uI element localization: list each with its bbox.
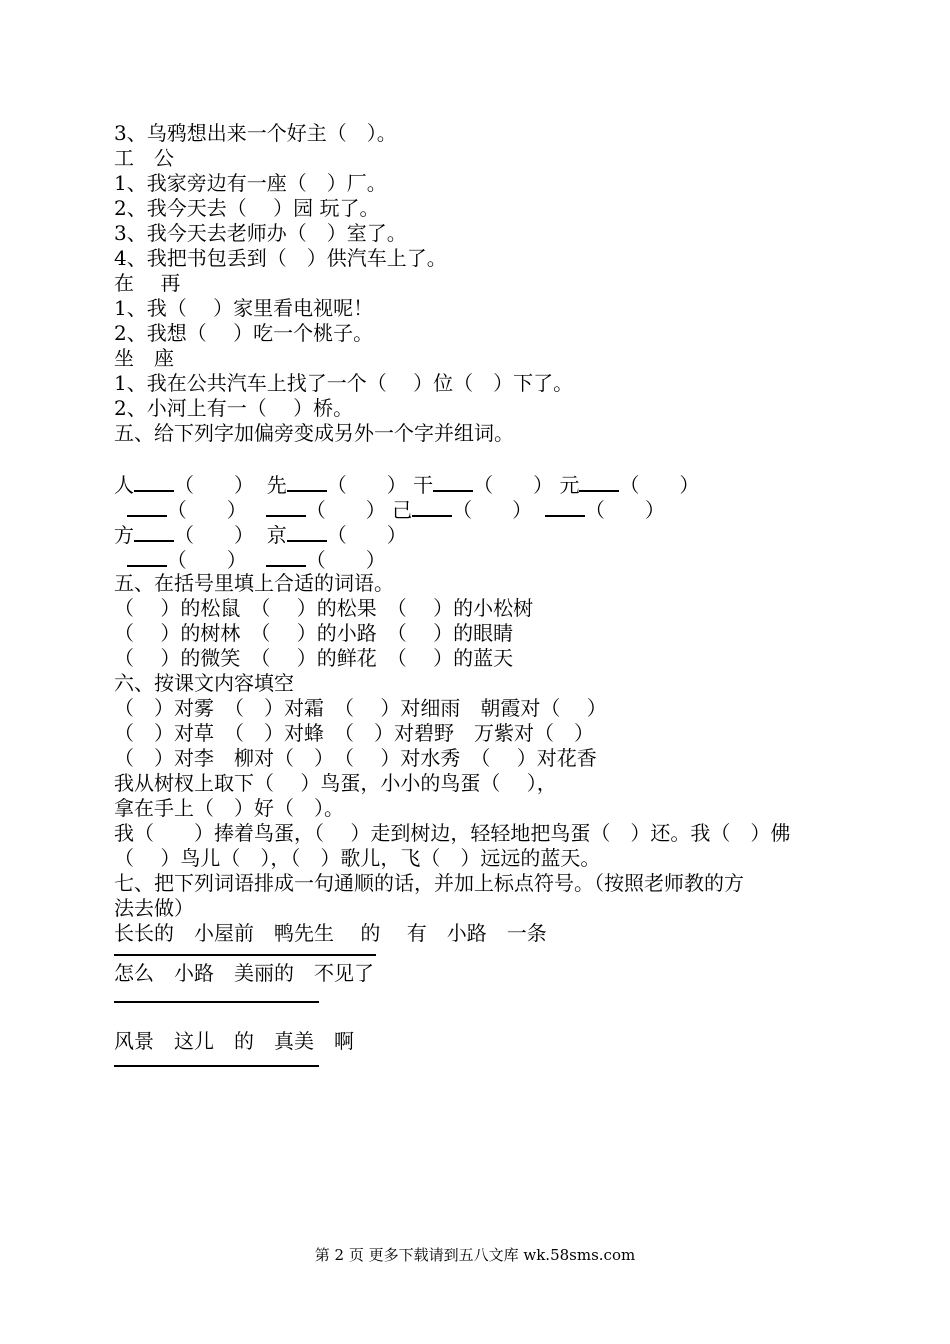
blank-line: [412, 496, 452, 517]
section-chars-gong: 工 公: [114, 146, 174, 170]
text-line: 1、我家旁边有一座（ ）厂。: [114, 171, 387, 195]
radical-row: [114, 471, 844, 496]
word-blank: （ ）: [473, 473, 554, 497]
text-line: （ ）的树林 （ ）的小路 （ ）的眼睛: [114, 621, 514, 645]
char: 干: [413, 473, 434, 497]
word-blank: （ ）: [174, 473, 254, 497]
word-blank: （ ）: [174, 523, 254, 547]
blank-line: [134, 471, 174, 492]
radical-row: [114, 521, 844, 546]
char: 方: [114, 523, 134, 547]
text-line: 4、我把书包丢到（ ）供汽车上了。: [114, 246, 447, 270]
word-blank: （ ）: [305, 498, 386, 522]
text-line: （ ）的松鼠 （ ）的松果 （ ）的小松树: [114, 596, 534, 620]
blank-line: [433, 471, 473, 492]
text-line: 1、我在公共汽车上找了一个（ ）位（ ）下了。: [114, 371, 574, 395]
answer-line: [114, 1065, 319, 1067]
word-blank: （ ）: [166, 548, 247, 572]
blank-line: [287, 521, 327, 542]
text-line: 3、我今天去老师办（ ）室了。: [114, 221, 407, 245]
text-line: 2、我今天去（ ）园 玩了。: [114, 196, 380, 220]
word-blank: （ ）: [326, 523, 407, 547]
char: 先: [266, 473, 287, 497]
reorder-words: 长长的 小屋前 鸭先生 的 有 小路 一条: [114, 921, 547, 945]
section-chars-zuo: 坐 座: [114, 346, 174, 370]
word-blank: （ ）: [584, 498, 665, 522]
answer-line: [114, 954, 376, 956]
char: 己: [392, 498, 413, 522]
text-line: 拿在手上（ ）好（ ）。: [114, 796, 344, 820]
blank-line: [579, 471, 619, 492]
section-heading: 五、在括号里填上合适的词语。: [114, 571, 394, 595]
text-line: （ ）的微笑 （ ）的鲜花 （ ）的蓝天: [114, 646, 514, 670]
text-line: （ ）对雾 （ ）对霜 （ ）对细雨 朝霞对（ ）: [114, 696, 607, 720]
radical-row: [114, 546, 844, 571]
radical-row: [114, 496, 844, 521]
section-heading: 七、把下列词语排成一句通顺的话，并加上标点符号。（按照老师教的方: [114, 871, 744, 895]
word-blank: （ ）: [619, 473, 700, 497]
section-heading: 五、给下列字加偏旁变成另外一个字并组词。: [114, 421, 514, 445]
reorder-words: 怎么 小路 美丽的 不见了: [114, 961, 374, 985]
spacer: [114, 446, 844, 471]
blank-line: [287, 471, 327, 492]
section-chars-zai: 在 再: [114, 271, 181, 295]
text-line: 我（ ）捧着鸟蛋，（ ）走到树边，轻轻地把鸟蛋（ ）还。我（ ）佛: [114, 821, 791, 845]
word-blank: （ ）: [166, 498, 247, 522]
text-line: 我从树杈上取下（ ）鸟蛋，小小的鸟蛋（ ），: [114, 771, 557, 795]
blank-line: [266, 496, 306, 517]
blank-line: [127, 496, 167, 517]
answer-line: [114, 1001, 319, 1003]
section-heading-cont: 法去做）: [114, 896, 194, 920]
blank-line: [134, 521, 174, 542]
word-blank: （ ）: [305, 548, 386, 572]
worksheet-content: [114, 121, 844, 1067]
page-footer: 第 2 页 更多下载请到五八文库 wk.58sms.com: [314, 1246, 636, 1264]
char: 人: [114, 473, 134, 497]
text-line: 1、我（ ）家里看电视呢！: [114, 296, 374, 320]
text-line: 2、小河上有一（ ）桥。: [114, 396, 354, 420]
text-line: （ ）对草 （ ）对蜂 （ ）对碧野 万紫对（ ）: [114, 721, 594, 745]
char: 元: [559, 473, 580, 497]
char: 京: [266, 523, 287, 547]
word-blank: （ ）: [326, 473, 407, 497]
section-heading: 六、按课文内容填空: [114, 671, 294, 695]
text-line: （ ）对李 柳对（ ） （ ）对水秀 （ ）对花香: [114, 746, 597, 770]
word-blank: （ ）: [452, 498, 533, 522]
text-line: 3、乌鸦想出来一个好主（ ）。: [114, 121, 397, 145]
text-line: 2、我想（ ）吃一个桃子。: [114, 321, 374, 345]
text-line: （ ）鸟儿（ ），（ ）歌儿，飞（ ）远远的蓝天。: [114, 846, 601, 870]
blank-line: [127, 546, 167, 567]
reorder-words: 风景 这儿 的 真美 啊: [114, 1029, 354, 1053]
blank-line: [266, 546, 306, 567]
blank-line: [545, 496, 585, 517]
